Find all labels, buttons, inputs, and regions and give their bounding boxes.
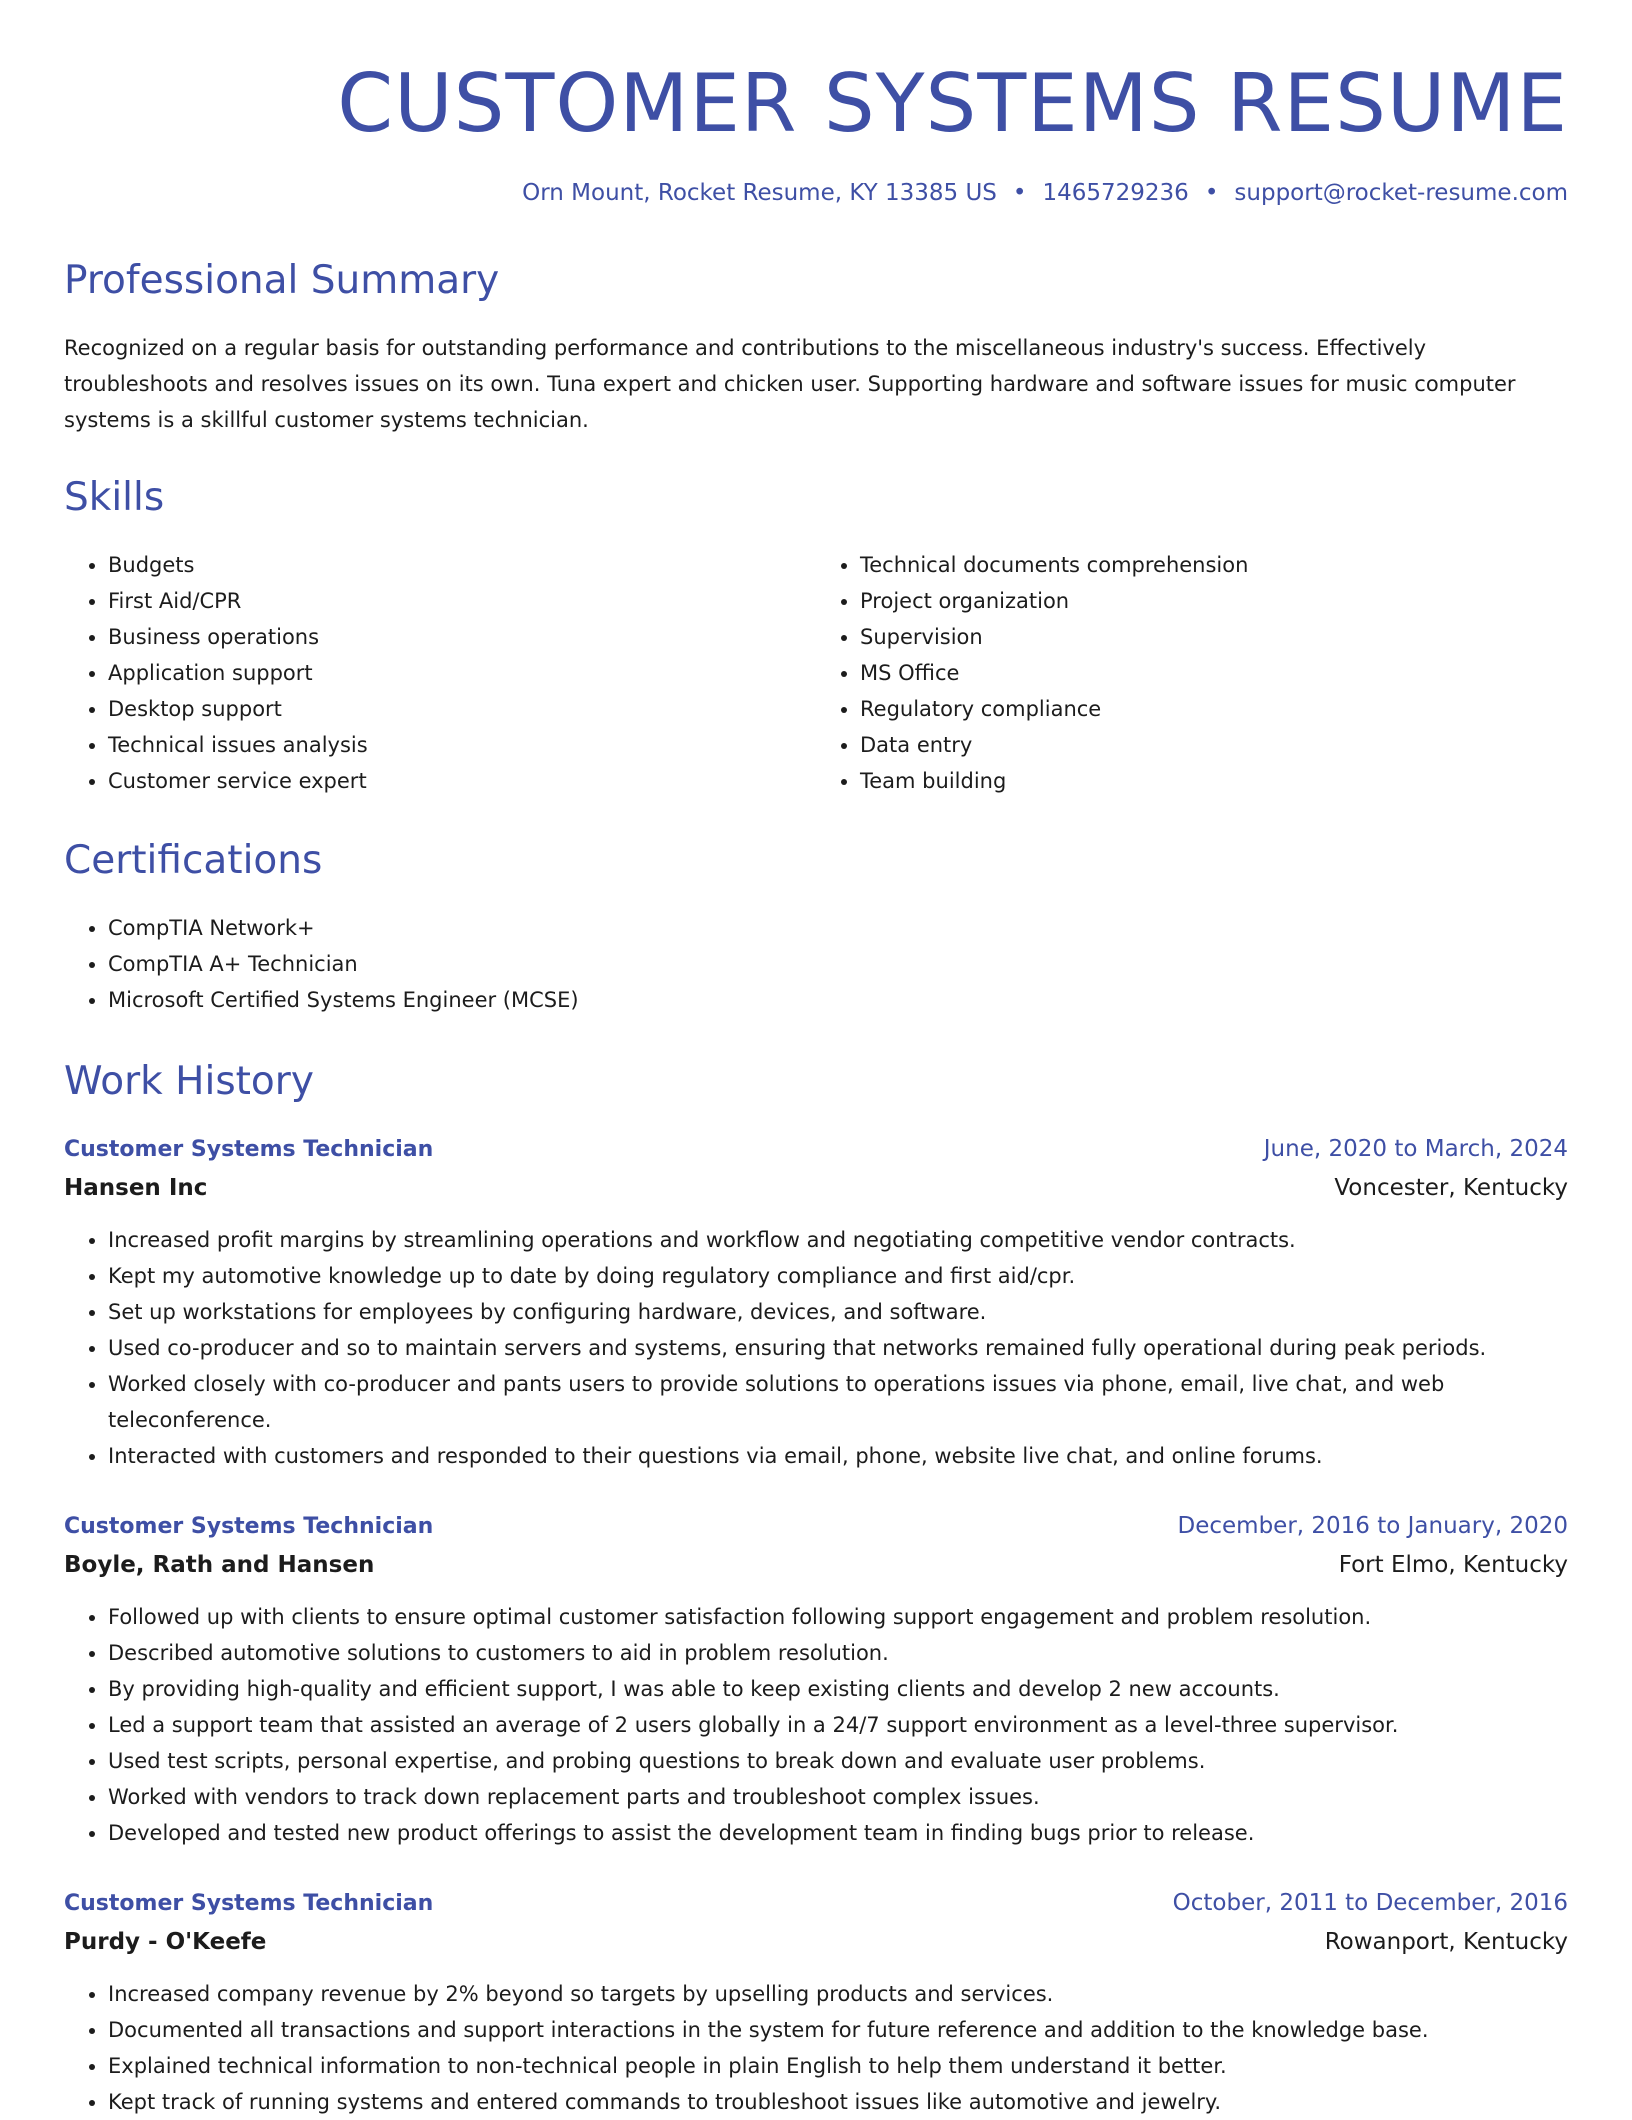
skill-item: • Technical documents comprehension <box>860 547 1568 583</box>
contact-line <box>64 182 1568 205</box>
skill-item: • Regulatory compliance <box>860 691 1568 727</box>
skills-list-left <box>64 547 816 799</box>
skill-item: • Business operations <box>108 619 816 655</box>
job-bullet: • Increased profit margins by streamlining operations and workflow and negotiating competitive vendor contracts. <box>108 1222 1568 1258</box>
job-bullet: • Worked closely with co-producer and pants users to provide solutions to operations issues via phone, email, live chat, and web teleconference. <box>108 1366 1568 1438</box>
job-location: Voncester, Kentucky <box>1334 1175 1568 1201</box>
skill-item: • Project organization <box>860 583 1568 619</box>
job-bullet: • Led a support team that assisted an average of 2 users globally in a 24/7 support environment as a level-three supervisor. <box>108 1707 1568 1743</box>
skills-heading: Skills <box>64 475 165 520</box>
job-bullet: • Interacted with customers and responded to their questions via email, phone, website live chat, and online forums. <box>108 1438 1568 1474</box>
certification-item: • CompTIA Network+ <box>108 910 1568 946</box>
job-bullet: • Explained technical information to non-technical people in plain English to help them understand it better. <box>108 2048 1568 2084</box>
job-company-row <box>64 1545 1568 1585</box>
job-company-row <box>64 1922 1568 1962</box>
work-history-heading: Work History <box>64 1059 314 1104</box>
job-entry <box>64 1885 1568 2120</box>
job-bullet: • Followed up with clients to ensure optimal customer satisfaction following support engagement and problem resolution. <box>108 1599 1568 1635</box>
skill-item: • MS Office <box>860 655 1568 691</box>
job-company: Purdy - O'Keefe <box>64 1929 267 1955</box>
skill-item: • First Aid/CPR <box>108 583 816 619</box>
job-location: Fort Elmo, Kentucky <box>1338 1552 1568 1578</box>
contact-address: Orn Mount, Rocket Resume, KY 13385 US <box>522 180 997 206</box>
job-bullet: • By providing high-quality and efficient support, I was able to keep existing clients and develop 2 new accounts. <box>108 1671 1568 1707</box>
job-bullet: • Worked with vendors to track down replacement parts and troubleshoot complex issues. <box>108 1779 1568 1815</box>
job-bullets <box>64 1976 1568 2120</box>
skill-item: • Supervision <box>860 619 1568 655</box>
job-location: Rowanport, Kentucky <box>1324 1929 1568 1955</box>
contact-email[interactable]: support@rocket-resume.com <box>1234 180 1568 206</box>
job-entry <box>64 1131 1568 1474</box>
job-title: Customer Systems Technician <box>64 1891 434 1916</box>
certifications-list <box>64 910 1568 1018</box>
skill-item: • Team building <box>860 763 1568 799</box>
job-header-row <box>64 1885 1568 1922</box>
skill-item: • Customer service expert <box>108 763 816 799</box>
summary-heading: Professional Summary <box>64 258 500 303</box>
skill-item: • Budgets <box>108 547 816 583</box>
resume-title: CUSTOMER SYSTEMS RESUME <box>337 57 1568 150</box>
contact-separator: • <box>1204 180 1219 206</box>
skills-list-right <box>816 547 1568 799</box>
contact-separator: • <box>1012 180 1027 206</box>
job-bullet: • Increased company revenue by 2% beyond so targets by upselling products and services. <box>108 1976 1568 2012</box>
job-company: Boyle, Rath and Hansen <box>64 1552 375 1578</box>
job-bullet: • Set up workstations for employees by configuring hardware, devices, and software. <box>108 1294 1568 1330</box>
certification-item: • CompTIA A+ Technician <box>108 946 1568 982</box>
job-entry <box>64 1508 1568 1851</box>
certification-item: • Microsoft Certified Systems Engineer (MCSE) <box>108 982 1568 1018</box>
job-bullet: • Used test scripts, personal expertise, and probing questions to break down and evaluate user problems. <box>108 1743 1568 1779</box>
job-header-row <box>64 1131 1568 1168</box>
job-bullet: • Kept my automotive knowledge up to date by doing regulatory compliance and first aid/cpr. <box>108 1258 1568 1294</box>
certifications-heading: Certifications <box>64 838 323 883</box>
job-bullet: • Described automotive solutions to customers to aid in problem resolution. <box>108 1635 1568 1671</box>
job-bullet: • Developed and tested new product offerings to assist the development team in finding bugs prior to release. <box>108 1815 1568 1851</box>
summary-text: Recognized on a regular basis for outstanding performance and contributions to the miscellaneous industry's success. Effectively troubleshoots and resolves issues on its own. Tuna expert and chicken user. Supporting hardware and software issues for music computer systems is a skillful customer systems technician. <box>64 336 1516 432</box>
job-company: Hansen Inc <box>64 1175 208 1201</box>
skill-item: • Application support <box>108 655 816 691</box>
skills-columns <box>64 547 1568 799</box>
job-bullet: • Used co-producer and so to maintain servers and systems, ensuring that networks remained fully operational during peak periods. <box>108 1330 1568 1366</box>
skill-item: • Data entry <box>860 727 1568 763</box>
skill-item: • Technical issues analysis <box>108 727 816 763</box>
job-dates: December, 2016 to January, 2020 <box>1177 1513 1568 1539</box>
contact-phone: 1465729236 <box>1042 180 1189 206</box>
job-bullets <box>64 1599 1568 1851</box>
job-title: Customer Systems Technician <box>64 1137 434 1162</box>
job-company-row <box>64 1168 1568 1208</box>
job-title: Customer Systems Technician <box>64 1514 434 1539</box>
job-dates: October, 2011 to December, 2016 <box>1172 1890 1568 1916</box>
job-bullet: • Documented all transactions and support interactions in the system for future reference and addition to the knowledge base. <box>108 2012 1568 2048</box>
job-header-row <box>64 1508 1568 1545</box>
job-dates: June, 2020 to March, 2024 <box>1263 1136 1568 1162</box>
job-bullet: • Kept track of running systems and entered commands to troubleshoot issues like automotive and jewelry. <box>108 2084 1568 2120</box>
skill-item: • Desktop support <box>108 691 816 727</box>
job-bullets <box>64 1222 1568 1474</box>
